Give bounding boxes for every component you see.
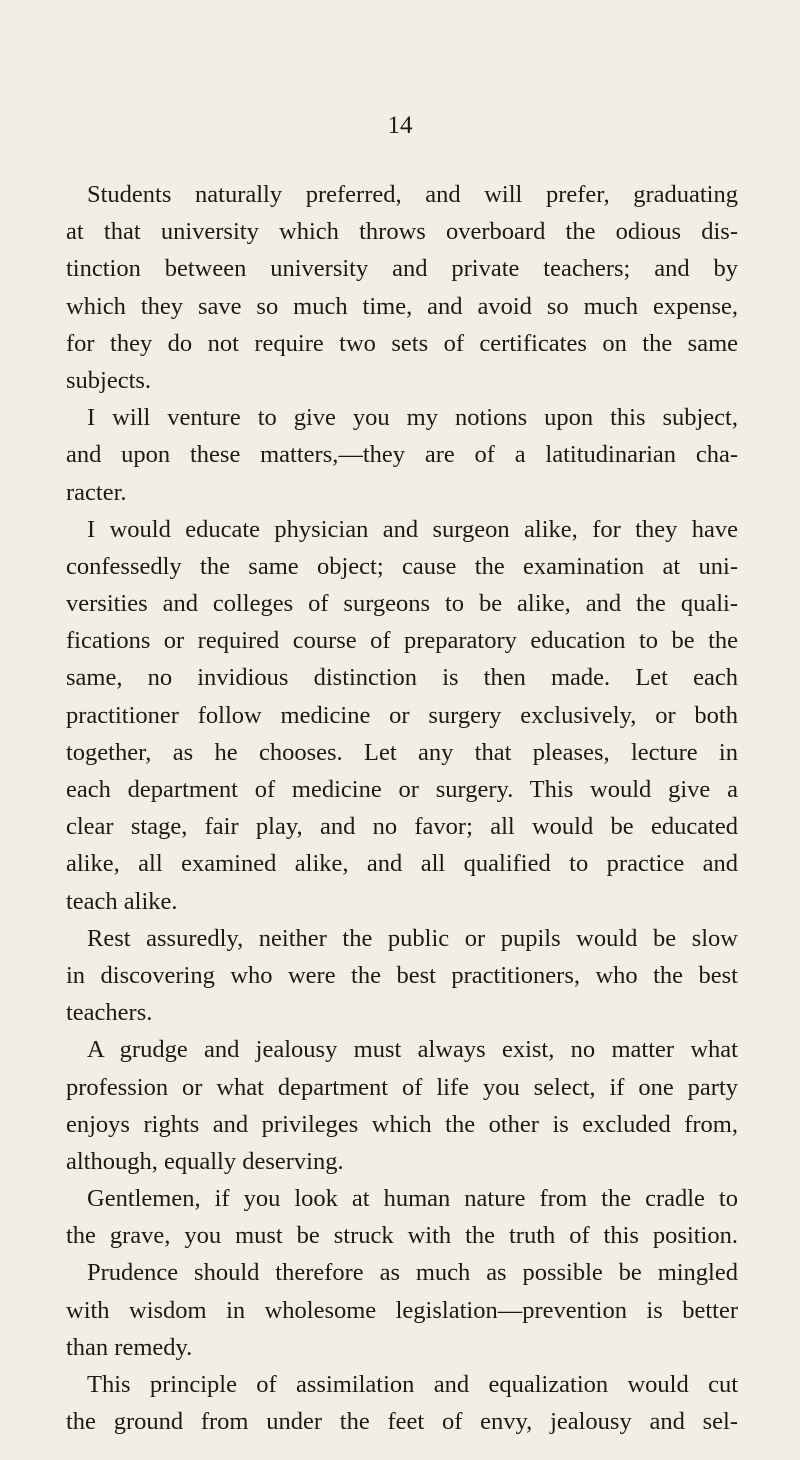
text-line: the ground from under the feet of envy, jealousy and sel- — [66, 1408, 738, 1436]
text-line: I will venture to give you my notions upon this subject, — [87, 404, 738, 432]
text-line: profession or what department of life you select, if one party — [66, 1073, 738, 1101]
text-line: I would educate physician and surgeon alike, for they have — [87, 515, 738, 543]
page-number: 14 — [387, 112, 413, 139]
text-line: at that university which throws overboard the odious dis- — [66, 218, 738, 246]
text-line: together, as he chooses. Let any that pleases, lecture in — [66, 738, 738, 766]
text-line: This principle of assimilation and equalization would cut — [87, 1371, 738, 1398]
text-line: teachers. — [66, 999, 153, 1027]
text-line: in discovering who were the best practitioners, who the best — [66, 961, 738, 989]
text-line: fications or required course of preparatory education to be the — [66, 627, 738, 655]
text-line: than remedy. — [66, 1333, 193, 1361]
text-line: Prudence should therefore as much as possible be mingled — [87, 1259, 738, 1287]
text-line: which they save so much time, and avoid so much expense, — [66, 292, 738, 320]
text-line: enjoys rights and privileges which the other is excluded from, — [66, 1110, 738, 1138]
text-line: Students naturally preferred, and will prefer, graduating — [87, 181, 738, 208]
text-line: and upon these matters,—they are of a latitudinarian cha- — [66, 441, 738, 469]
text-line: with wisdom in wholesome legislation—prevention is better — [66, 1296, 738, 1324]
text-line: tinction between university and private teachers; and by — [66, 255, 738, 283]
text-line: teach alike. — [66, 887, 178, 915]
text-line: racter. — [66, 478, 127, 506]
text-line: practitioner follow medicine or surgery exclusively, or both — [66, 701, 738, 729]
text-line: A grudge and jealousy must always exist, no matter what — [87, 1036, 738, 1064]
text-line: confessedly the same object; cause the examination at uni- — [66, 552, 738, 580]
text-line: although, equally deserving. — [66, 1147, 344, 1175]
text-line: Gentlemen, if you look at human nature from the cradle to — [87, 1185, 738, 1213]
text-line: subjects. — [66, 366, 152, 394]
text-line: same, no invidious distinction is then made. Let each — [66, 664, 738, 692]
text-line: for they do not require two sets of certificates on the same — [66, 329, 738, 357]
text-line: versities and colleges of surgeons to be alike, and the quali- — [66, 590, 738, 618]
text-line: alike, all examined alike, and all qualified to practice and — [66, 850, 738, 878]
text-line: clear stage, fair play, and no favor; all would be educated — [66, 813, 738, 841]
text-line: each department of medicine or surgery. This would give a — [66, 776, 738, 803]
text-line: the grave, you must be struck with the truth of this position. — [66, 1222, 738, 1250]
text-line: Rest assuredly, neither the public or pupils would be slow — [87, 924, 738, 952]
body-text — [66, 176, 738, 1440]
